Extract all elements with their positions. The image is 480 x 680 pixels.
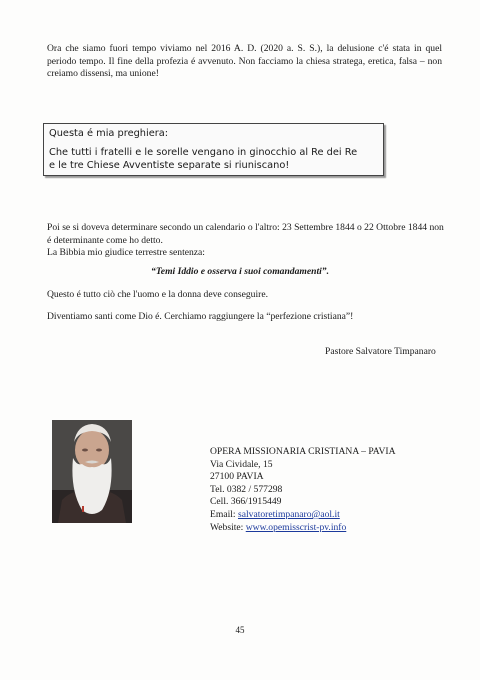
- bible-line: La Bibbia mio giudice terrestre sentenza:: [47, 247, 205, 258]
- prayer-title: Questa é mia preghiera:: [49, 128, 169, 139]
- bible-quote: “Temi Iddio e osserva i suoi comandamenti”.: [151, 266, 329, 277]
- prayer-box: [43, 123, 384, 176]
- goal-line: Questo é tutto ciò che l'uomo e la donna deve conseguire.: [47, 289, 268, 300]
- cellphone: Cell. 366/1915449: [210, 496, 282, 508]
- address-city: 27100 PAVIA: [210, 471, 264, 483]
- calendar-line: Poi se si doveva determinare secondo un calendario o l'altro: 23 Settembre 1844 o 22 Ottobre 1844 non é determinante come ho detto.: [47, 222, 444, 246]
- website-label: Website:: [210, 521, 246, 533]
- signature: Pastore Salvatore Timpanaro: [325, 346, 436, 357]
- website-row: [210, 522, 396, 535]
- prayer-line-1: Che tutti i fratelli e le sorelle vengano in ginocchio al Re dei Re: [49, 147, 358, 158]
- calendar-paragraph: [47, 222, 447, 260]
- prayer-line-2: e le tre Chiese Avventiste separate si riuniscano!: [49, 160, 290, 171]
- address-street: Via Cividale, 15: [210, 458, 273, 470]
- email-row: [210, 509, 396, 522]
- org-name: OPERA MISSIONARIA CRISTIANA – PAVIA: [210, 446, 396, 457]
- telephone: Tel. 0382 / 577298: [210, 483, 283, 495]
- website-link[interactable]: www.opemisscrist-pv.info: [245, 521, 347, 533]
- contact-block: [210, 446, 396, 534]
- email-label: Email:: [210, 508, 238, 520]
- page-number: 45: [235, 625, 245, 635]
- saints-line: Diventiamo santi come Dio é. Cerchiamo raggiungere la “perfezione cristiana”!: [47, 311, 354, 322]
- intro-paragraph: Ora che siamo fuori tempo viviamo nel 2016 A. D. (2020 a. S. S.), la delusione c'é stata in quel periodo tempo. Il fine della profezia é avvenuto. Non facciamo la chiesa stratega, eretica, falsa – non creiamo dissensi, ma unione!: [47, 43, 442, 79]
- pastor-photo: [52, 420, 132, 523]
- email-link[interactable]: salvatoretimpanaro@aol.it: [237, 508, 340, 520]
